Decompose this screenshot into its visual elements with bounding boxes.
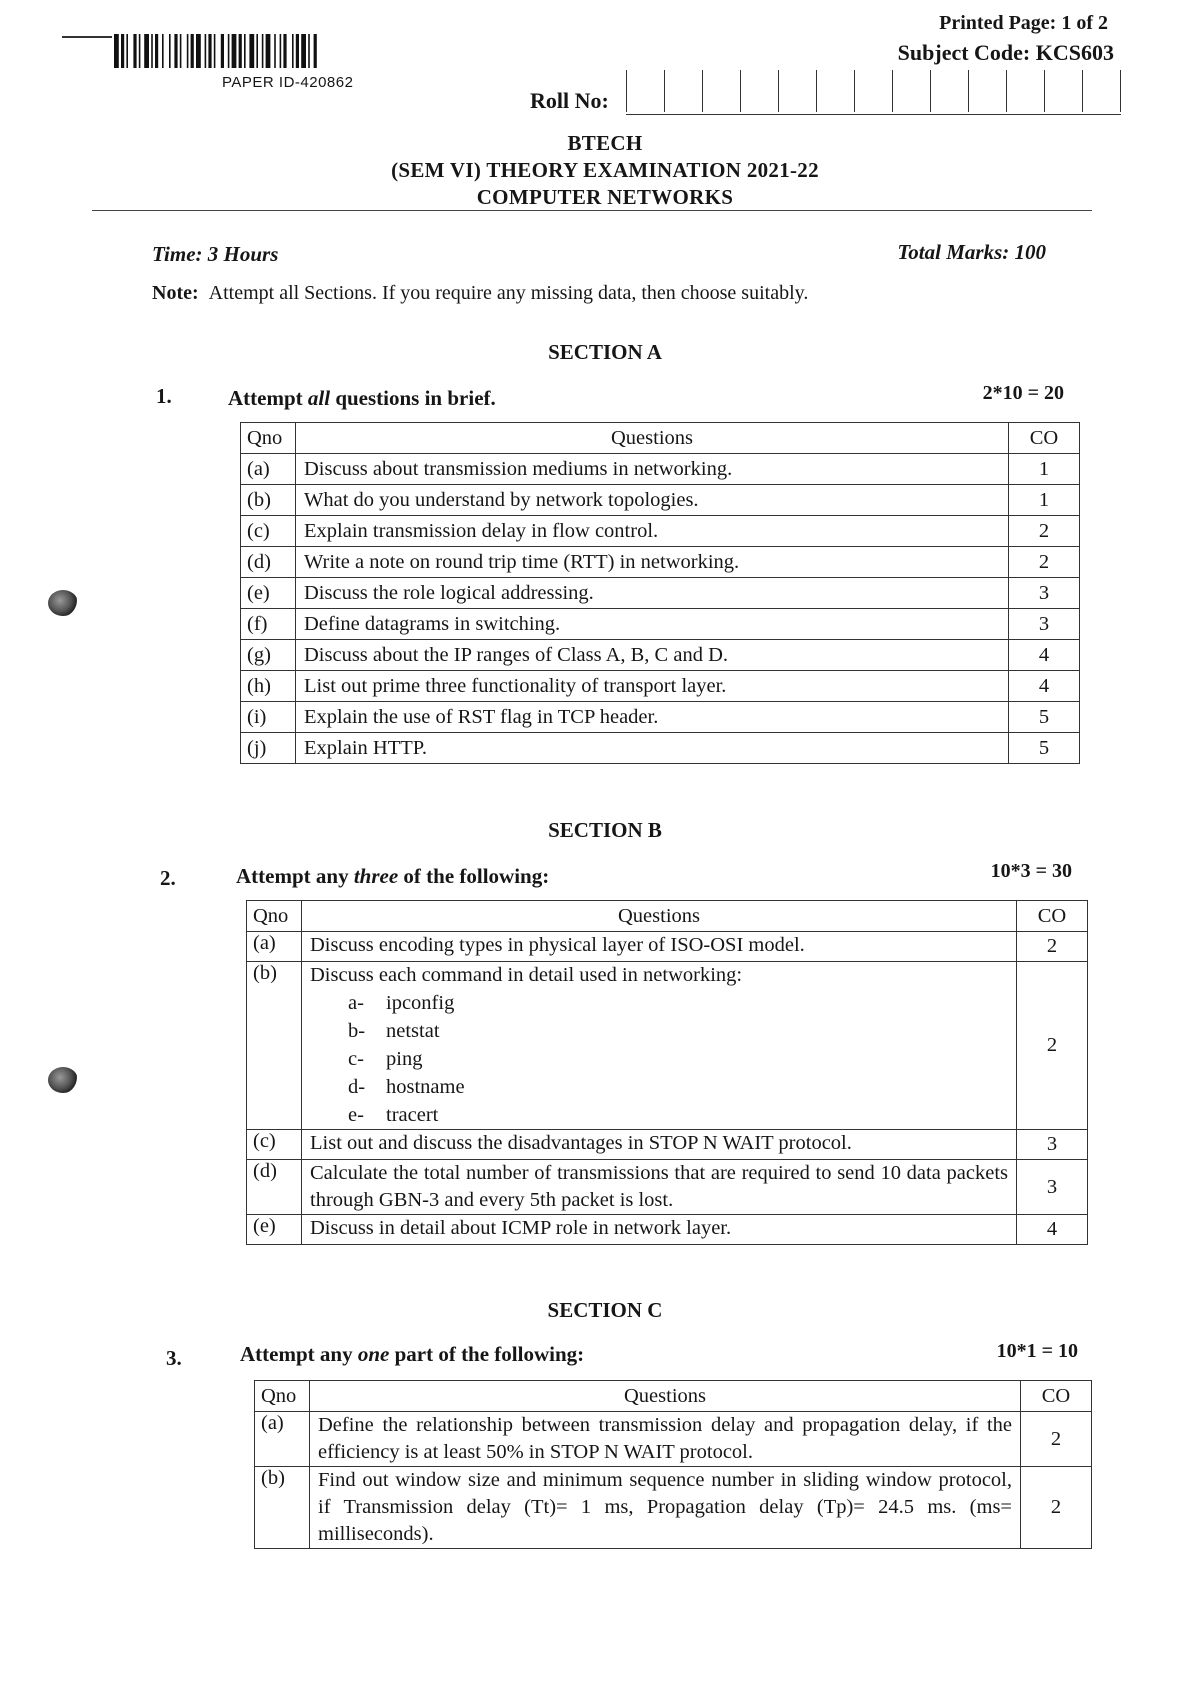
table-row <box>241 609 1080 640</box>
exam-title: (SEM VI) THEORY EXAMINATION 2021-22 <box>391 158 819 182</box>
exam-time: Time: 3 Hours <box>152 242 279 266</box>
exam-title-block <box>0 130 1200 211</box>
question-cell: Write a note on round trip time (RTT) in networking. <box>296 547 1009 578</box>
qno-cell: (a) <box>247 932 302 962</box>
instruction-text: Attempt any <box>240 1342 358 1366</box>
qno-cell: (a) <box>241 454 296 485</box>
qno-cell: (c) <box>241 516 296 547</box>
barcode-bar <box>187 34 189 68</box>
table-row <box>241 640 1080 671</box>
roll-no-box[interactable] <box>930 70 968 112</box>
command-letter: b- <box>348 1020 366 1042</box>
command-item <box>310 1101 1008 1129</box>
qno-cell: (b) <box>247 962 302 1130</box>
co-cell: 5 <box>1009 702 1080 733</box>
barcode-bar <box>301 34 306 68</box>
roll-no-label: Roll No: <box>530 88 609 113</box>
table-row <box>241 516 1080 547</box>
instruction-emphasis: all <box>307 386 331 410</box>
barcode-bar <box>232 34 237 68</box>
co-header: CO <box>1021 1381 1092 1412</box>
course-title: COMPUTER NETWORKS <box>476 185 734 209</box>
question-cell: Explain the use of RST flag in TCP header. <box>296 702 1009 733</box>
roll-no-box[interactable] <box>854 70 892 112</box>
barcode-bar <box>169 34 171 68</box>
questions-header: Questions <box>302 901 1017 932</box>
qno-cell: (a) <box>255 1412 310 1467</box>
barcode-bar <box>205 34 207 68</box>
question-cell: Discuss the role logical addressing. <box>296 578 1009 609</box>
question-cell: Find out window size and minimum sequence number in sliding window protocol, if Transmission delay (Tt)= 1 ms, Propagation delay (Tp)= 24.5 ms. (ms= milliseconds). <box>310 1467 1021 1549</box>
co-cell: 2 <box>1009 516 1080 547</box>
section-b-marks: 10*3 = 30 <box>990 860 1072 882</box>
command-name: ping <box>386 1048 423 1070</box>
barcode-bar <box>283 34 286 68</box>
table-row <box>247 962 1088 1130</box>
roll-no-box[interactable] <box>816 70 854 112</box>
roll-no-box[interactable] <box>1044 70 1082 112</box>
barcode-bar <box>239 34 242 68</box>
barcode-bar <box>256 34 258 68</box>
punch-hole-mark <box>48 590 78 616</box>
question-cell: List out prime three functionality of transport layer. <box>296 671 1009 702</box>
qno-cell: (h) <box>241 671 296 702</box>
question-text: Discuss each command in detail used in networking: <box>310 964 743 986</box>
barcode-bar <box>139 34 141 68</box>
question-cell: Discuss about the IP ranges of Class A, B, C and D. <box>296 640 1009 671</box>
table-row <box>241 547 1080 578</box>
section-b-instruction <box>236 864 549 889</box>
barcode-bar <box>126 34 128 68</box>
barcode-bar <box>314 34 317 68</box>
barcode-bar <box>228 34 230 68</box>
question-cell: Calculate the total number of transmissions that are required to send 10 data packets through GBN-3 and every 5th packet is lost. <box>302 1160 1017 1215</box>
barcode-bar <box>292 34 294 68</box>
qno-cell: (i) <box>241 702 296 733</box>
barcode-bar <box>266 34 271 68</box>
subject-code: Subject Code: KCS603 <box>897 40 1114 65</box>
question-cell: Discuss encoding types in physical layer of ISO-OSI model. <box>302 932 1017 962</box>
barcode-lead-line <box>62 36 112 38</box>
qno-cell: (b) <box>255 1467 310 1549</box>
co-cell: 2 <box>1021 1412 1092 1467</box>
section-c-table <box>254 1380 1092 1549</box>
question-cell: Discuss in detail about ICMP role in network layer. <box>302 1215 1017 1245</box>
table-row <box>241 485 1080 516</box>
roll-no-boxes[interactable] <box>626 70 1121 115</box>
instruction-emphasis: one <box>357 1342 390 1366</box>
command-name: tracert <box>386 1104 439 1126</box>
qno-cell: (f) <box>241 609 296 640</box>
question-cell: Define the relationship between transmission delay and propagation delay, if the efficiency is at least 50% in STOP N WAIT protocol. <box>310 1412 1021 1467</box>
qno-cell: (b) <box>241 485 296 516</box>
co-cell: 3 <box>1017 1130 1088 1160</box>
question-cell: Explain HTTP. <box>296 733 1009 764</box>
qno-header: Qno <box>255 1381 310 1412</box>
table-row <box>255 1467 1092 1549</box>
command-list <box>310 989 1008 1129</box>
command-item <box>310 989 1008 1017</box>
question-cell: What do you understand by network topologies. <box>296 485 1009 516</box>
barcode-bar <box>308 34 310 68</box>
qno-cell: (e) <box>241 578 296 609</box>
questions-header: Questions <box>310 1381 1021 1412</box>
question-2-number: 2. <box>160 866 176 890</box>
section-c-instruction <box>240 1342 584 1367</box>
instruction-text: Attempt any <box>236 864 354 888</box>
roll-no-box[interactable] <box>702 70 740 112</box>
co-header: CO <box>1009 423 1080 454</box>
paper-id: PAPER ID-420862 <box>222 74 354 91</box>
barcode-bar <box>121 34 124 68</box>
co-cell: 2 <box>1009 547 1080 578</box>
program-title: BTECH <box>567 131 643 155</box>
barcode-bar <box>162 34 164 68</box>
table-row <box>241 578 1080 609</box>
command-letter: d- <box>348 1076 366 1098</box>
barcode <box>62 30 472 76</box>
co-cell: 2 <box>1021 1467 1092 1549</box>
barcode-bar <box>196 34 201 68</box>
co-cell: 4 <box>1009 640 1080 671</box>
qno-cell: (c) <box>247 1130 302 1160</box>
co-cell: 2 <box>1017 932 1088 962</box>
co-cell: 4 <box>1009 671 1080 702</box>
section-c-marks: 10*1 = 10 <box>996 1340 1078 1362</box>
note-text: Attempt all Sections. If you require any missing data, then choose suitably. <box>208 282 809 304</box>
table-row <box>241 702 1080 733</box>
instruction-text: of the following: <box>398 864 550 888</box>
table-row <box>247 1130 1088 1160</box>
section-a-marks: 2*10 = 20 <box>982 382 1064 404</box>
question-cell: List out and discuss the disadvantages in STOP N WAIT protocol. <box>302 1130 1017 1160</box>
roll-no-box[interactable] <box>892 70 930 112</box>
table-row <box>247 1160 1088 1215</box>
barcode-bar <box>208 34 211 68</box>
roll-no-box[interactable] <box>740 70 778 112</box>
question-cell: Define datagrams in switching. <box>296 609 1009 640</box>
roll-no-box[interactable] <box>664 70 702 112</box>
co-cell: 4 <box>1017 1215 1088 1245</box>
section-c-title: SECTION C <box>547 1298 663 1322</box>
command-name: ipconfig <box>386 992 455 1014</box>
total-marks: Total Marks: 100 <box>897 240 1046 264</box>
instruction-text: Attempt <box>228 386 308 410</box>
roll-no-box[interactable] <box>626 70 664 112</box>
co-cell: 1 <box>1009 485 1080 516</box>
barcode-bar <box>296 34 299 68</box>
section-b-title: SECTION B <box>548 818 662 842</box>
printed-page: Printed Page: 1 of 2 <box>939 12 1108 34</box>
section-a-instruction <box>228 386 496 411</box>
command-item <box>310 1017 1008 1045</box>
command-name: netstat <box>386 1020 440 1042</box>
barcode-bar <box>155 34 158 68</box>
table-row <box>255 1412 1092 1467</box>
roll-no-box[interactable] <box>778 70 816 112</box>
barcode-bar <box>151 34 153 68</box>
barcode-bar <box>144 34 149 68</box>
table-row <box>247 932 1088 962</box>
co-cell: 2 <box>1017 962 1088 1130</box>
command-letter: e- <box>348 1104 364 1126</box>
command-letter: a- <box>348 992 364 1014</box>
barcode-bar <box>249 34 254 68</box>
barcode-bar <box>191 34 194 68</box>
instruction-text: questions in brief. <box>330 386 496 410</box>
header-divider <box>92 210 1092 211</box>
question-cell: Discuss about transmission mediums in networking. <box>296 454 1009 485</box>
co-cell: 1 <box>1009 454 1080 485</box>
barcode-bar <box>133 34 136 68</box>
qno-cell: (e) <box>247 1215 302 1245</box>
barcode-bar <box>180 34 182 68</box>
qno-cell: (j) <box>241 733 296 764</box>
barcode-bar <box>280 34 282 68</box>
command-letter: c- <box>348 1048 364 1070</box>
question-3-number: 3. <box>166 1346 182 1370</box>
qno-header: Qno <box>247 901 302 932</box>
question-cell: Explain transmission delay in flow control. <box>296 516 1009 547</box>
co-header: CO <box>1017 901 1088 932</box>
co-cell: 3 <box>1017 1160 1088 1215</box>
note-label: Note: <box>152 282 199 304</box>
barcode-bar <box>114 34 119 68</box>
barcode-bar <box>221 34 224 68</box>
table-header-row <box>247 901 1088 932</box>
command-item <box>310 1045 1008 1073</box>
section-a-title: SECTION A <box>548 340 662 364</box>
barcode-bar <box>262 34 264 68</box>
section-b-table <box>246 900 1088 1245</box>
exam-note <box>152 282 808 305</box>
table-row <box>241 671 1080 702</box>
barcode-bar <box>214 34 216 68</box>
table-row <box>247 1215 1088 1245</box>
barcode-bar <box>274 34 276 68</box>
barcode-bar <box>244 34 246 68</box>
co-cell: 3 <box>1009 578 1080 609</box>
command-item <box>310 1073 1008 1101</box>
qno-cell: (d) <box>247 1160 302 1215</box>
table-row <box>241 454 1080 485</box>
instruction-text: part of the following: <box>389 1342 585 1366</box>
instruction-emphasis: three <box>353 864 399 888</box>
co-cell: 5 <box>1009 733 1080 764</box>
section-a-table <box>240 422 1080 764</box>
co-cell: 3 <box>1009 609 1080 640</box>
barcode-bar <box>174 34 177 68</box>
roll-no-box[interactable] <box>1082 70 1121 112</box>
qno-header: Qno <box>241 423 296 454</box>
question-cell <box>302 962 1017 1130</box>
table-header-row <box>255 1381 1092 1412</box>
qno-cell: (g) <box>241 640 296 671</box>
roll-no-box[interactable] <box>1006 70 1044 112</box>
questions-header: Questions <box>296 423 1009 454</box>
roll-no-box[interactable] <box>968 70 1006 112</box>
question-1-number: 1. <box>156 384 172 408</box>
table-header-row <box>241 423 1080 454</box>
table-row <box>241 733 1080 764</box>
command-name: hostname <box>386 1076 465 1098</box>
qno-cell: (d) <box>241 547 296 578</box>
punch-hole-mark <box>48 1067 78 1093</box>
